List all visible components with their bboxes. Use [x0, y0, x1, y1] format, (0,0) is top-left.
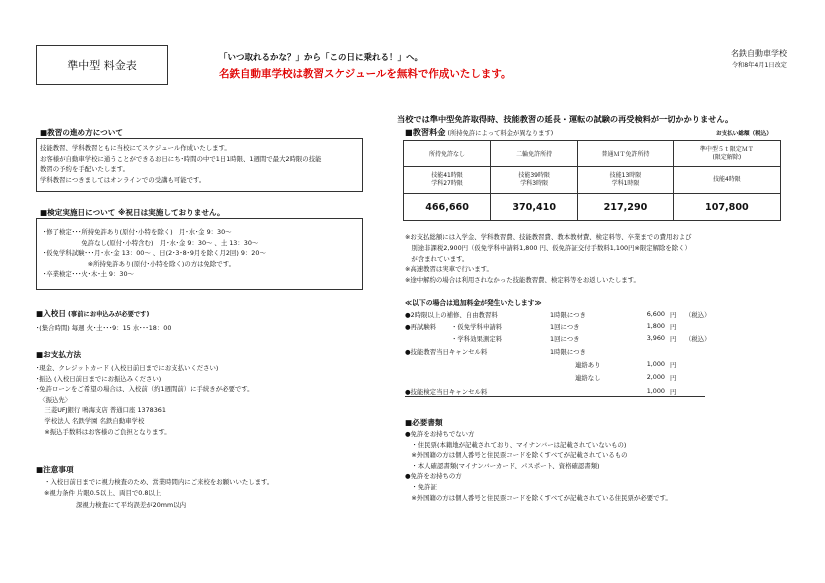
extra-fee-tax: （税込） — [685, 311, 711, 319]
fee-heading-note: (所持免許によって料金が異なります) — [447, 130, 554, 137]
flow-box — [36, 138, 363, 192]
docs-line: ●免許をお持ちの方 — [405, 472, 462, 481]
fee-value-cell: 217,290 — [578, 194, 674, 221]
extra-fee-underline — [405, 396, 705, 397]
headline: 名鉄自動車学校は教習スケジュールを無料で作成いたします。 — [219, 68, 512, 80]
docs-line: ・免許証 — [405, 482, 437, 491]
fee-heading: ■教習料金 — [405, 127, 446, 137]
fee-hours-cell: 技能39時限 学科3時限 — [491, 167, 578, 194]
exam-box — [36, 218, 363, 290]
extra-fee-unit: 1回につき — [550, 335, 580, 343]
extra-fee-unit: 1回につき — [550, 323, 580, 331]
extra-fee-sub: ・学科効果測定料 — [451, 335, 503, 343]
fee-col-header: 普通ＭＴ免許所持 — [578, 141, 674, 167]
extra-fee-yen: 円 — [670, 311, 677, 319]
extra-fee-yen: 円 — [670, 374, 677, 382]
fee-note-line: 別途非課税2,900円（仮免学科申請料1,800 円、仮免許証交付手数料1,100円※限定解除を除く） — [405, 243, 691, 252]
extra-fee-name: ●技能教習当日キャンセル料 — [405, 348, 488, 356]
extra-fee-name: ●2時限以上の補修、自由教習料 — [405, 311, 498, 319]
docs-line: ※外国籍の方は個人番号と住民票コードを除くすべてが記載されている住民票が必要です。 — [405, 493, 672, 502]
fee-notes — [405, 232, 692, 286]
notes-heading: ■注意事項 — [36, 465, 74, 474]
exam-lines — [37, 219, 362, 280]
extra-fee-price: 2,000 — [646, 373, 665, 381]
revision-date: 令和8年4月1日改定 — [731, 62, 787, 69]
extra-fee-price: 3,960 — [646, 334, 665, 342]
extra-fee-yen: 円 — [670, 323, 677, 331]
entry-time: ･(集合時間) 毎週 火･土･･･9：15 水･･･18：00 — [36, 324, 172, 332]
flow-line: 教習の予約を手配いたします。 — [40, 165, 129, 174]
fee-note-line: ※途中解約の場合は利用されなかった技能教習費、検定料等をお返しいたします。 — [405, 276, 640, 285]
extra-fee-price: 1,000 — [646, 387, 665, 395]
payment-lines — [36, 363, 254, 437]
extra-fee-name: ●技能検定当日キャンセル料 — [405, 388, 488, 396]
notes-line: ・入校日前日までに視力検査のため、営業時間内にご来校をお願いいたします。 — [44, 478, 274, 486]
fee-col-header: 所持免許なし — [404, 141, 491, 167]
fee-value-cell: 466,660 — [404, 194, 491, 221]
exam-line: ※所持免許あり(原付･小特を除く)の方は免除です。 — [43, 259, 235, 268]
payment-line: ･免許ローンをご希望の場合は、入校前（約1週間前）に手続きが必要です。 — [36, 385, 254, 394]
exam-line: ･仮免学科試験･･･月･水･金 13：00～ 、日(2･3･8･9月を除く月2回) 9：20～ — [43, 249, 266, 258]
payment-heading: ■お支払方法 — [36, 350, 82, 359]
document-title: 準中型 料金表 — [36, 45, 168, 85]
fee-hours-cell: 技能41時限 学科27時限 — [404, 167, 491, 194]
fee-hours-cell: 技能4時限 — [673, 167, 780, 194]
extra-fee-yen: 円 — [670, 388, 677, 396]
payment-line: 学校法人 名鉄学園 名鉄自動車学校 — [36, 416, 145, 425]
extra-fee-price: 6,600 — [646, 310, 665, 318]
extra-fee-unit: 連絡あり — [575, 361, 601, 369]
payment-line: ･現金、クレジットカード (入校日前日までにお支払いください) — [36, 364, 219, 372]
exam-line: 免許なし(原付･小特含む) 月･水･金 9：30～ 、土 13：30～ — [43, 238, 259, 247]
fee-table — [403, 140, 781, 221]
docs-line: ・本人確認書類(マイナンバーカード、パスポート、資格確認書類) — [405, 461, 600, 470]
flow-line: お客様が自動車学校に通うことができるお日にち･時間の中で1日1時限、1週間で最大2時限の技能 — [40, 154, 322, 163]
extra-fee-unit: 1時限につき — [550, 311, 586, 319]
extra-fee-yen: 円 — [670, 361, 677, 369]
payment-line: 〈振込先〉 — [36, 395, 72, 404]
payment-line: ※振込手数料はお客様のご負担となります。 — [36, 427, 171, 436]
extra-fee-sub: ・仮免学科申請料 — [451, 323, 503, 331]
flow-heading: ■教習の進め方について — [40, 128, 123, 137]
fee-hours-row — [404, 167, 781, 194]
notes-line: 深視力検査にて平均誤差が20mm以内 — [44, 500, 187, 509]
fee-value-cell: 107,800 — [673, 194, 780, 221]
exam-heading: ■検定実施日について ※祝日は実施しておりません。 — [40, 208, 225, 217]
payment-line: ･振込 (入校日前日までにお振込みください) — [36, 374, 162, 383]
docs-line: ・住民票(本籍地が記載されており、マイナンバーは記載されていないもの) — [405, 440, 627, 449]
notes-line: ※視力条件 片眼0.5以上、両目で0.8以上 — [44, 489, 162, 498]
fee-value-row — [404, 194, 781, 221]
entry-heading-row — [36, 308, 149, 319]
exam-line: ･卒業検定･･･火･木･土 9：30～ — [43, 270, 134, 279]
fee-value-cell: 370,410 — [491, 194, 578, 221]
docs-lines — [405, 429, 672, 503]
docs-heading: ■必要書類 — [405, 418, 443, 427]
tagline: 「いつ取れるかな？」から「この日に乗れる！」へ。 — [219, 53, 424, 63]
payment-line: 三菱UFJ銀行 鳴海支店 普通口座 1378361 — [36, 406, 166, 415]
docs-line: ※外国籍の方は個人番号と住民票コードを除くすべてが記載されているもの — [405, 451, 628, 460]
fee-col-header: 二輪免許所持 — [491, 141, 578, 167]
exam-line: ･修了検定･･･所持免許あり(原付･小特を除く) 月･水･金 9：30～ — [43, 228, 232, 236]
extra-fee-price: 1,000 — [646, 360, 665, 368]
flow-lines — [37, 139, 362, 185]
extra-fee-tax: （税込） — [685, 335, 711, 343]
docs-line: ●免許をお持ちでない方 — [405, 430, 475, 438]
extra-fee-price: 1,800 — [646, 322, 665, 330]
entry-heading-note: (事前にお申込みが必要です) — [68, 311, 150, 318]
extra-fee-heading: ≪以下の場合は追加料金が発生いたします≫ — [405, 299, 542, 307]
extra-fee-list — [405, 310, 785, 400]
fee-header-row — [404, 141, 781, 167]
extra-fee-unit: 連絡なし — [575, 374, 601, 382]
fee-col-header: 準中型５ｔ限定ＭＴ (限定解除) — [673, 141, 780, 167]
tax-note: お支払い総額（税込） — [716, 131, 772, 137]
flow-line: 技能教習、学科教習ともに当校にてスケジュール作成いたします。 — [40, 144, 231, 152]
notes-lines — [44, 477, 273, 511]
no-extra-fee-notice: 当校では準中型免許取得時、技能教習の延長・運転の試験の再受検料が一切かかりません。 — [397, 114, 734, 124]
school-name: 名鉄自動車学校 — [731, 49, 787, 58]
fee-note-line: ※高速教習は実車で行います。 — [405, 265, 493, 274]
fee-hours-cell: 技能13時限 学科1時限 — [578, 167, 674, 194]
entry-heading: ■入校日 — [36, 309, 66, 318]
flow-line: 学科教習につきましてはオンラインでの受講も可能です。 — [40, 175, 206, 184]
fee-note-line: ※お支払総額には入学金、学科教習費、技能教習費、教本教材費、検定料等、卒業までの費用および — [405, 233, 692, 241]
fee-heading-row — [405, 127, 553, 138]
extra-fee-unit: 1時限につき — [550, 348, 586, 356]
extra-fee-name: ●再試験料 — [405, 323, 437, 331]
extra-fee-yen: 円 — [670, 335, 677, 343]
fee-note-line: が含まれています。 — [405, 254, 469, 263]
